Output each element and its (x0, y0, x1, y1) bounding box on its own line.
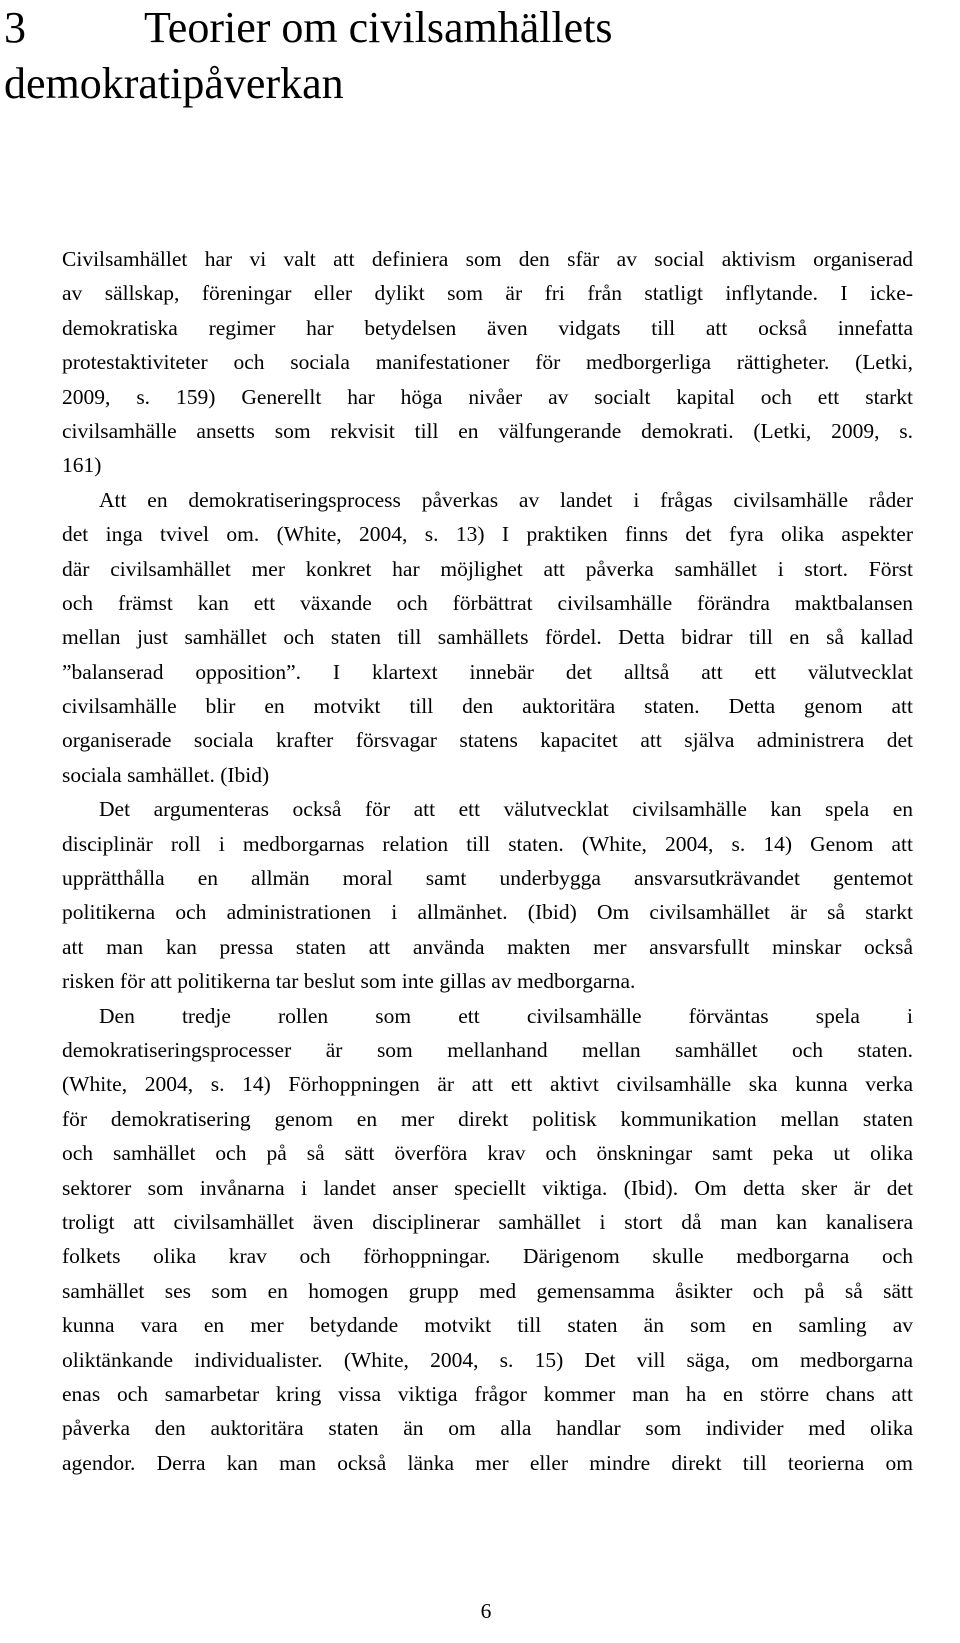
text-line: civilsamhälle blir en motvikt till den auktoritära staten. Detta genom att (62, 694, 913, 719)
text-line: för demokratisering genom en mer direkt politisk kommunikation mellan staten (62, 1106, 913, 1131)
text-line: ”balanserad opposition”. I klartext innebär det alltså att ett välutvecklat (62, 659, 913, 684)
text-line: Att en demokratiseringsprocess påverkas av landet i frågas civilsamhälle råder (99, 487, 913, 512)
text-line: av sällskap, föreningar eller dylikt som är fri från statligt inflytande. I icke- (62, 281, 913, 306)
body-text (62, 242, 913, 1480)
page-number: 6 (480, 1599, 492, 1623)
text-line: (White, 2004, s. 14) Förhoppningen är att ett aktivt civilsamhälle ska kunna verka (62, 1072, 913, 1097)
chapter-number: 3 (4, 3, 26, 52)
text-line: samhället ses som en homogen grupp med gemensamma åsikter och på så sätt (62, 1278, 913, 1303)
text-line: oliktänkande individualister. (White, 2004, s. 15) Det vill säga, om medborgarna (62, 1347, 913, 1372)
text-line: mellan just samhället och staten till samhällets fördel. Detta bidrar till en så kallad (62, 625, 913, 650)
text-line: och samhället och på så sätt överföra krav och önskningar samt peka ut olika (62, 1141, 913, 1166)
text-line: sociala samhället. (Ibid) (62, 762, 270, 787)
text-line: politikerna och administrationen i allmänhet. (Ibid) Om civilsamhället är så starkt (62, 900, 913, 925)
text-line: Civilsamhället har vi valt att definiera som den sfär av social aktivism organiserad (62, 247, 913, 271)
chapter-title-line-1: Teorier om civilsamhällets (144, 3, 613, 52)
text-line: sektorer som invånarna i landet anser speciellt viktiga. (Ibid). Om detta sker är det (62, 1175, 913, 1200)
text-line: påverka den auktoritära staten än om alla handlar som individer med olika (62, 1416, 913, 1441)
text-line: demokratiseringsprocesser är som mellanhand mellan samhället och staten. (62, 1037, 913, 1062)
text-line: disciplinär roll i medborgarnas relation till staten. (White, 2004, s. 14) Genom att (62, 831, 913, 856)
text-line: 161) (62, 453, 102, 478)
text-line: och främst kan ett växande och förbättrat civilsamhälle förändra maktbalansen (62, 590, 913, 615)
heading-line-1 (4, 0, 944, 56)
text-line: agendor. Derra kan man också länka mer eller mindre direkt till teorierna om (62, 1450, 913, 1475)
text-line: organiserade sociala krafter försvagar statens kapacitet att själva administrera det (62, 728, 913, 753)
chapter-title-line-2: demokratipåverkan (4, 59, 344, 108)
text-line: där civilsamhället mer konkret har möjlighet att påverka samhället i stort. Först (62, 556, 913, 581)
text-line: protestaktiviteter och sociala manifestationer för medborgerliga rättigheter. (Letki, (62, 350, 913, 375)
text-line: Det argumenteras också för att ett välutvecklat civilsamhälle kan spela en (99, 797, 913, 822)
text-line: folkets olika krav och förhoppningar. Därigenom skulle medborgarna och (62, 1244, 913, 1269)
text-line: kunna vara en mer betydande motvikt till staten än som en samling av (62, 1313, 913, 1338)
text-line: att man kan pressa staten att använda makten mer ansvarsfullt minskar också (62, 934, 913, 959)
text-line: enas och samarbetar kring vissa viktiga frågor kommer man ha en större chans att (62, 1381, 913, 1406)
chapter-heading (4, 0, 944, 112)
text-line: demokratiska regimer har betydelsen även vidgats till att också innefatta (62, 315, 913, 340)
text-line: troligt att civilsamhället även disciplinerar samhället i stort då man kan kanalisera (62, 1209, 913, 1234)
text-line: civilsamhälle ansetts som rekvisit till en välfungerande demokrati. (Letki, 2009, s. (62, 418, 913, 443)
text-line: Den tredje rollen som ett civilsamhälle förväntas spela i (99, 1003, 913, 1028)
text-line: det inga tvivel om. (White, 2004, s. 13) I praktiken finns det fyra olika aspekter (62, 522, 913, 547)
text-line: 2009, s. 159) Generellt har höga nivåer av socialt kapital och ett starkt (62, 384, 913, 409)
text-line: upprätthålla en allmän moral samt underbygga ansvarsutkrävandet gentemot (62, 866, 913, 891)
text-line: risken för att politikerna tar beslut som inte gillas av medborgarna. (62, 969, 636, 994)
